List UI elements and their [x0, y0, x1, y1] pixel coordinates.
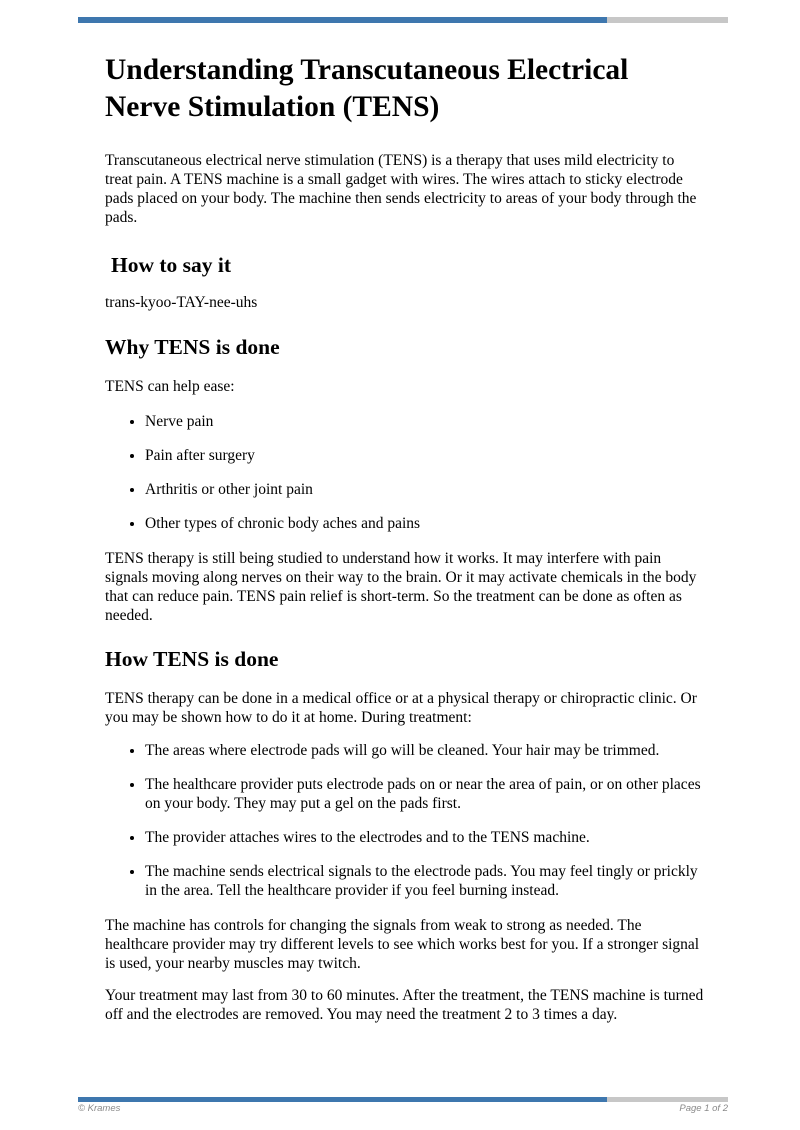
list-item: • The provider attaches wires to the electrodes and to the TENS machine. [145, 828, 704, 847]
controls-paragraph: The machine has controls for changing the signals from weak to strong as needed. The healthcare provider may try different levels to see which works best for you. If a stronger signal is used, your nearby muscles may twitch. [105, 917, 700, 972]
footer-copyright: © Krames [78, 1103, 121, 1114]
pronunciation-text: trans-kyoo-TAY-nee-uhs [105, 294, 258, 311]
why-bullet-list [105, 412, 704, 533]
footer-rule-gray-segment [607, 1097, 728, 1102]
document-content [105, 0, 704, 1024]
why-paragraph: TENS therapy is still being studied to understand how it works. It may interfere with pain signals moving along nerves on their way to the brain. Or it may activate chemicals in the body that can reduce pain. TENS pain relief is short-term. So the treatment can be done as often as needed. [105, 550, 697, 624]
list-item: • The machine sends electrical signals to the electrode pads. You may feel tingly or prickly in the area. Tell the healthcare provider if you feel burning instead. [145, 862, 704, 900]
list-item: • Pain after surgery [145, 446, 704, 465]
how-bullet-list [105, 741, 704, 900]
list-item: • The healthcare provider puts electrode pads on or near the area of pain, or on other places on your body. They may put a gel on the pads first. [145, 775, 704, 813]
footer [78, 1103, 728, 1114]
heading-how-to-say-it: How to say it [111, 253, 232, 277]
footer-rule [78, 1097, 728, 1102]
intro-paragraph: Transcutaneous electrical nerve stimulation (TENS) is a therapy that uses mild electricity to treat pain. A TENS machine is a small gadget with wires. The wires attach to sticky electrode pads placed on your body. The machine then sends electricity to areas of your body through the pads. [105, 152, 697, 226]
footer-rule-blue-segment [78, 1097, 607, 1102]
list-item: • Arthritis or other joint pain [145, 480, 704, 499]
why-lead-text: TENS can help ease: [105, 378, 235, 395]
list-item: • The areas where electrode pads will go will be cleaned. Your hair may be trimmed. [145, 741, 704, 760]
list-item: • Nerve pain [145, 412, 704, 431]
page-title: Understanding Transcutaneous Electrical Nerve Stimulation (TENS) [105, 54, 629, 123]
heading-how-tens-is-done: How TENS is done [105, 647, 279, 671]
list-item: • Other types of chronic body aches and pains [145, 514, 704, 533]
heading-why-tens-is-done: Why TENS is done [105, 335, 280, 359]
duration-paragraph: Your treatment may last from 30 to 60 minutes. After the treatment, the TENS machine is turned off and the electrodes are removed. You may need the treatment 2 to 3 times a day. [105, 987, 704, 1023]
footer-page-number: Page 1 of 2 [679, 1103, 728, 1114]
how-lead-text: TENS therapy can be done in a medical office or at a physical therapy or chiropractic clinic. Or you may be shown how to do it at home. During treatment: [105, 690, 697, 726]
